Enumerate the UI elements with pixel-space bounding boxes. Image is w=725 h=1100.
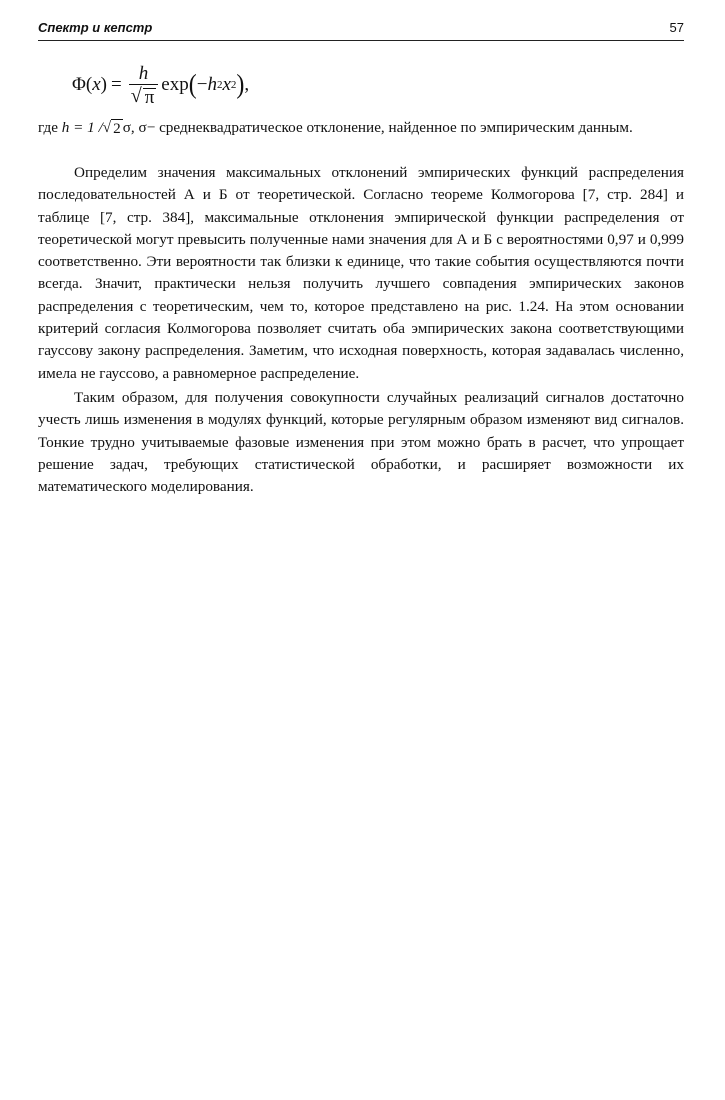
formula-trailing-comma: , [244,74,250,95]
where-radicand: 2 [113,120,121,137]
formula-lhs-arg: x [92,74,101,95]
sqrt-sign: √ [130,84,142,107]
formula-x-power: 2 [230,79,237,91]
formula-numerator: h [138,62,149,84]
formula-equals: = [110,74,122,95]
formula-x: x [222,74,231,95]
formula-h: h [207,74,217,95]
paragraph-kolmogorov [38,162,684,385]
formula-denominator [129,85,159,107]
formula-lhs: Φ [72,74,86,95]
where-prefix: где [38,119,58,136]
page-number: 57 [669,20,684,35]
formula-fraction [129,64,159,107]
running-title: Спектр и кепстр [38,20,153,35]
formula-minus: − [196,74,208,95]
page-header [38,18,684,41]
formula-denominator-radicand: π [144,86,155,108]
where-line [38,117,684,139]
paragraph-text: Определим значения максимальных отклонений эмпирических функций распределения последовательностей А и Б от теоретической. Согласно теореме Колмогорова [7, стр. 284] и таблице [7, стр. 384], максимальные отклонения эмпирической функции распределения от теоретической могут превысить полученные нами значения для А и Б с вероятностями 0,97 и 0,999 соответственно. Эти вероятности так близки к единице, что такие события осуществляются почти всегда. Значит, практически нельзя получить лучшего совпадения эмпирических законов распределения с теоретическим, чем то, которое представлено на рис. 1.24. На этом основании критерий согласия Колмогорова позволяет считать оба эмпирических закона соответствующими гауссову закону распределения. Заметим, что исходная поверхность, которая задавалась численно, имела не гауссово, а равномерное распределение. [38,164,684,382]
gaussian-formula: Φ ( x ) = h √ π exp ( − h 2 x 2 ) , [72,62,250,108]
paragraph-conclusion [38,387,684,498]
where-sigma: σ [138,119,147,136]
where-sigma-after-root: σ, [122,119,135,136]
paragraph-text: Таким образом, для получения совокупности случайных реализаций сигналов достаточно учесть лишь изменения в модулях функций, которые регулярным образом изменяют вид сигналов. Тонкие трудно учитываемые фазовые изменения при этом можно брать в расчет, что упрощает решение задач, требующих статистической обработки, и расширяет возможности их математического моделирования. [38,389,684,496]
formula-exp: exp [161,74,189,95]
where-h-eq: h = 1 / [61,119,103,136]
formula-h-power: 2 [216,79,223,91]
where-rest: − среднеквадратическое отклонение, найденное по эмпирическим данным. [146,119,633,136]
where-sqrt: √ 2 [102,119,121,137]
